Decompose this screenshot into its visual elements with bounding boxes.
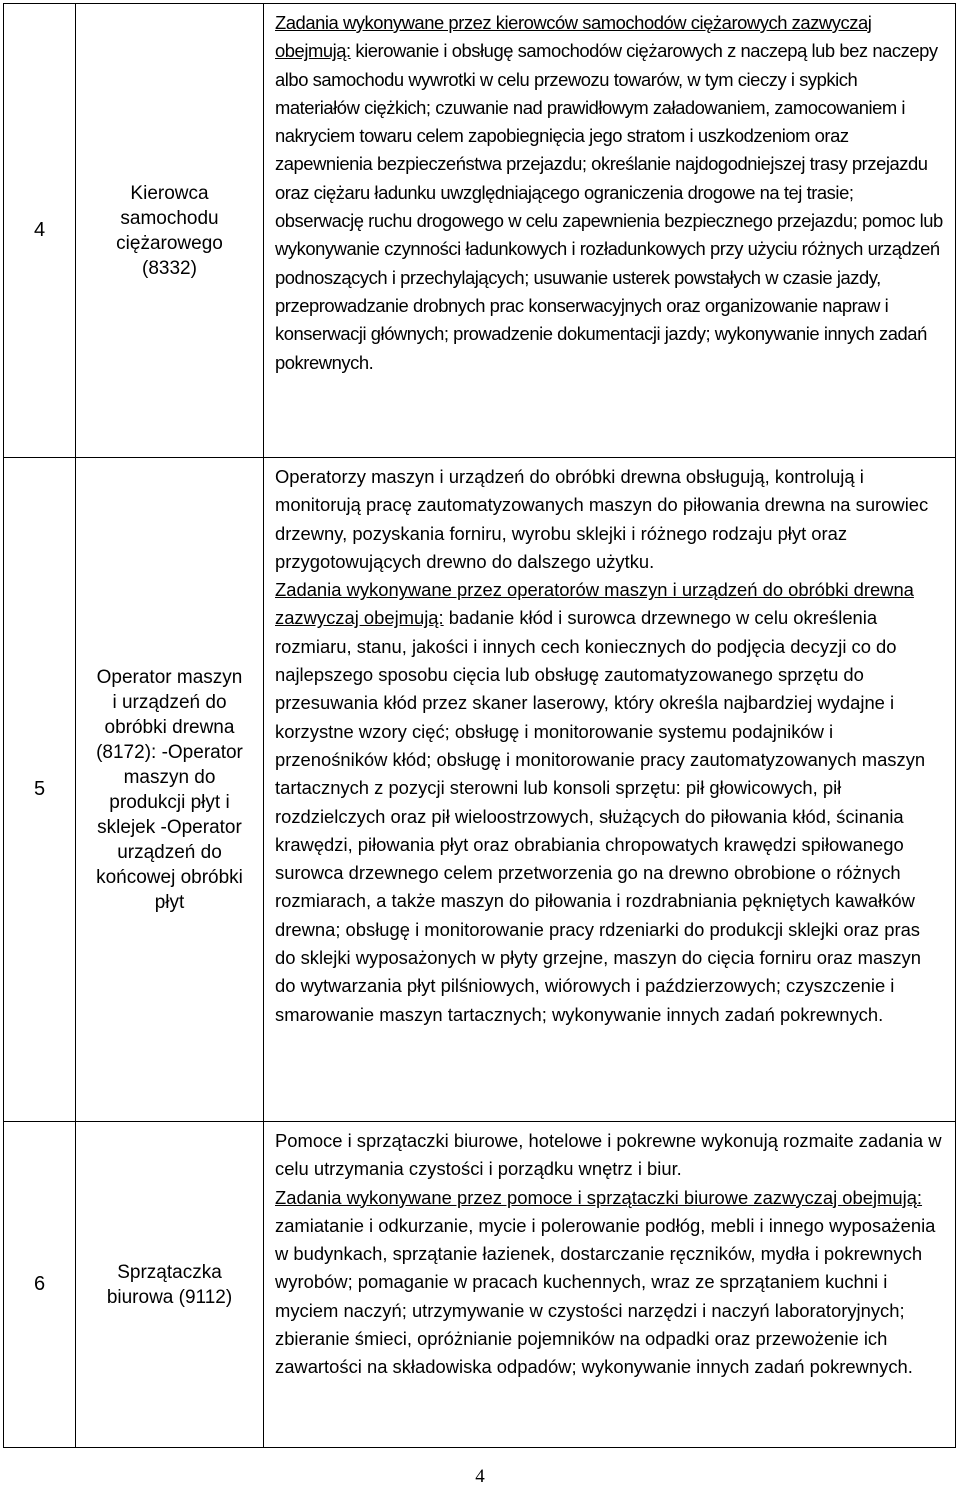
occupation-title: Operator maszyn i urządzeń do obróbki drewna (8172): -Operator maszyn do produkcji płyt i sklejek -Operator urządzeń do końcowej obróbki płyt [96, 666, 243, 913]
occupation-title: Kierowca samochodu ciężarowego (8332) [116, 182, 223, 279]
row-number: 5 [4, 458, 76, 1122]
tasks-heading: Zadania wykonywane przez kierowców samochodów ciężarowych zazwyczaj obejmują: [275, 12, 872, 62]
occupation-description [264, 4, 956, 458]
occupation-title-cell [76, 458, 264, 1122]
table-row [4, 4, 956, 458]
occupation-intro: Pomoce i sprzątaczki biurowe, hotelowe i pokrewne wykonują rozmaite zadania w celu utrzymania czystości i porządku wnętrz i biur. [275, 1130, 942, 1180]
tasks-text: zamiatanie i odkurzanie, mycie i polerowanie podłóg, mebli i innego wyposażenia w budynkach, sprzątanie łazienek, dostarczanie ręczników, mydła i pokrewnych wyrobów; pomaganie w pracach kuchennych, wraz ze sprzątaniem kuchni i myciem naczyń; utrzymywanie w czystości narzędzi i naczyń laboratoryjnych; zbieranie śmieci, opróżnianie pojemników na odpadki oraz przewożenie ich zawartości na składowiska odpadów; wykonywanie innych zadań pokrewnych. [275, 1214, 936, 1378]
tasks-text: kierowanie i obsługę samochodów ciężarowych z naczepą lub bez naczepy albo samochodu wywrotki w celu przewozu towarów, w tym cieczy i sypkich materiałów ciężkich; czuwanie nad prawidłowym załadowaniem, zamocowaniem i nakryciem towaru celem zapobiegnięcia jego stratom i uszkodzeniom oraz zapewnienia bezpieczeństwa przejazdu; określanie najdogodniejszej trasy przejazdu oraz ciężaru ładunku uwzględniającego ograniczenia drogowe na tej trasie; obserwację ruchu drogowego w celu zapewnienia bezpiecznego przejazdu; pomoc lub wykonywanie czynności ładunkowych i rozładunkowych przy użyciu różnych urządzeń podnoszących i przechylających; usuwanie usterek powstałych w czasie jazdy, przeprowadzanie drobnych prac konserwacyjnych oraz organizowanie napraw i konserwacji głównych; prowadzenie dokumentacji jazdy; wykonywanie innych zadań pokrewnych. [275, 40, 943, 373]
occupation-description [264, 458, 956, 1122]
table-row [4, 458, 956, 1122]
table-row [4, 1122, 956, 1448]
description-text [275, 9, 943, 377]
tasks-heading: Zadania wykonywane przez pomoce i sprzątaczki biurowe zazwyczaj obejmują: [275, 1186, 923, 1208]
occupations-table [3, 3, 956, 1448]
row-number: 4 [4, 4, 76, 458]
row-number: 6 [4, 1122, 76, 1448]
page-number: 4 [475, 1466, 485, 1487]
tasks-heading: Zadania wykonywane przez operatorów maszyn i urządzeń do obróbki drewna zazwyczaj obejmują: [275, 579, 914, 629]
occupation-description [264, 1122, 956, 1448]
occupation-title: Sprzątaczka biurowa (9112) [106, 1261, 233, 1308]
tasks-text: badanie kłód i surowca drzewnego w celu określenia rozmiaru, stanu, jakości i innych cech koniecznych do podjęcia decyzji co do najlepszego sposobu cięcia lub obsługę zautomatyzowanego sprzętu do przesuwania kłód przez skaner laserowy, który określa najbardziej wydajne i korzystne wzory cięć; obsługę i monitorowanie systemu podajników i przenośników kłód; obsługę i monitorowanie pracy zautomatyzowanych maszyn tartacznych z pozycji sterowni lub konsoli sprzętu: pił głowicowych, pił rozdzielczych oraz pił wieloostrzowych, służących do piłowania kłód, ścinania krawędzi, piłowania płyt oraz obrabiania chropowatych krawędzi spiłowanego surowca drzewnego celem przetworzenia go na drewno obrobione o różnych rozmiarach, a także maszyn do piłowania i rozdrabniania pękniętych kawałków drewna; obsługę i monitorowanie pracy rdzeniarki do produkcji sklejki oraz pras do sklejki wyposażonych w płyty grzejne, maszyn do cięcia forniru oraz maszyn do wytwarzania płyt pilśniowych, wiórowych i paździerzowych; czyszczenie i smarowanie maszyn tartacznych; wykonywanie innych zadań pokrewnych. [275, 607, 926, 1025]
occupation-title-cell [76, 4, 264, 458]
occupation-intro: Operatorzy maszyn i urządzeń do obróbki drewna obsługują, kontrolują i monitorują pracę zautomatyzowanych maszyn do piłowania drewna na surowiec drzewny, pozyskania forniru, wyrobu sklejki i różnego rodzaju płyt oraz przygotowujących drewno do dalszego użytku. [275, 466, 929, 572]
occupation-title-cell [76, 1122, 264, 1448]
